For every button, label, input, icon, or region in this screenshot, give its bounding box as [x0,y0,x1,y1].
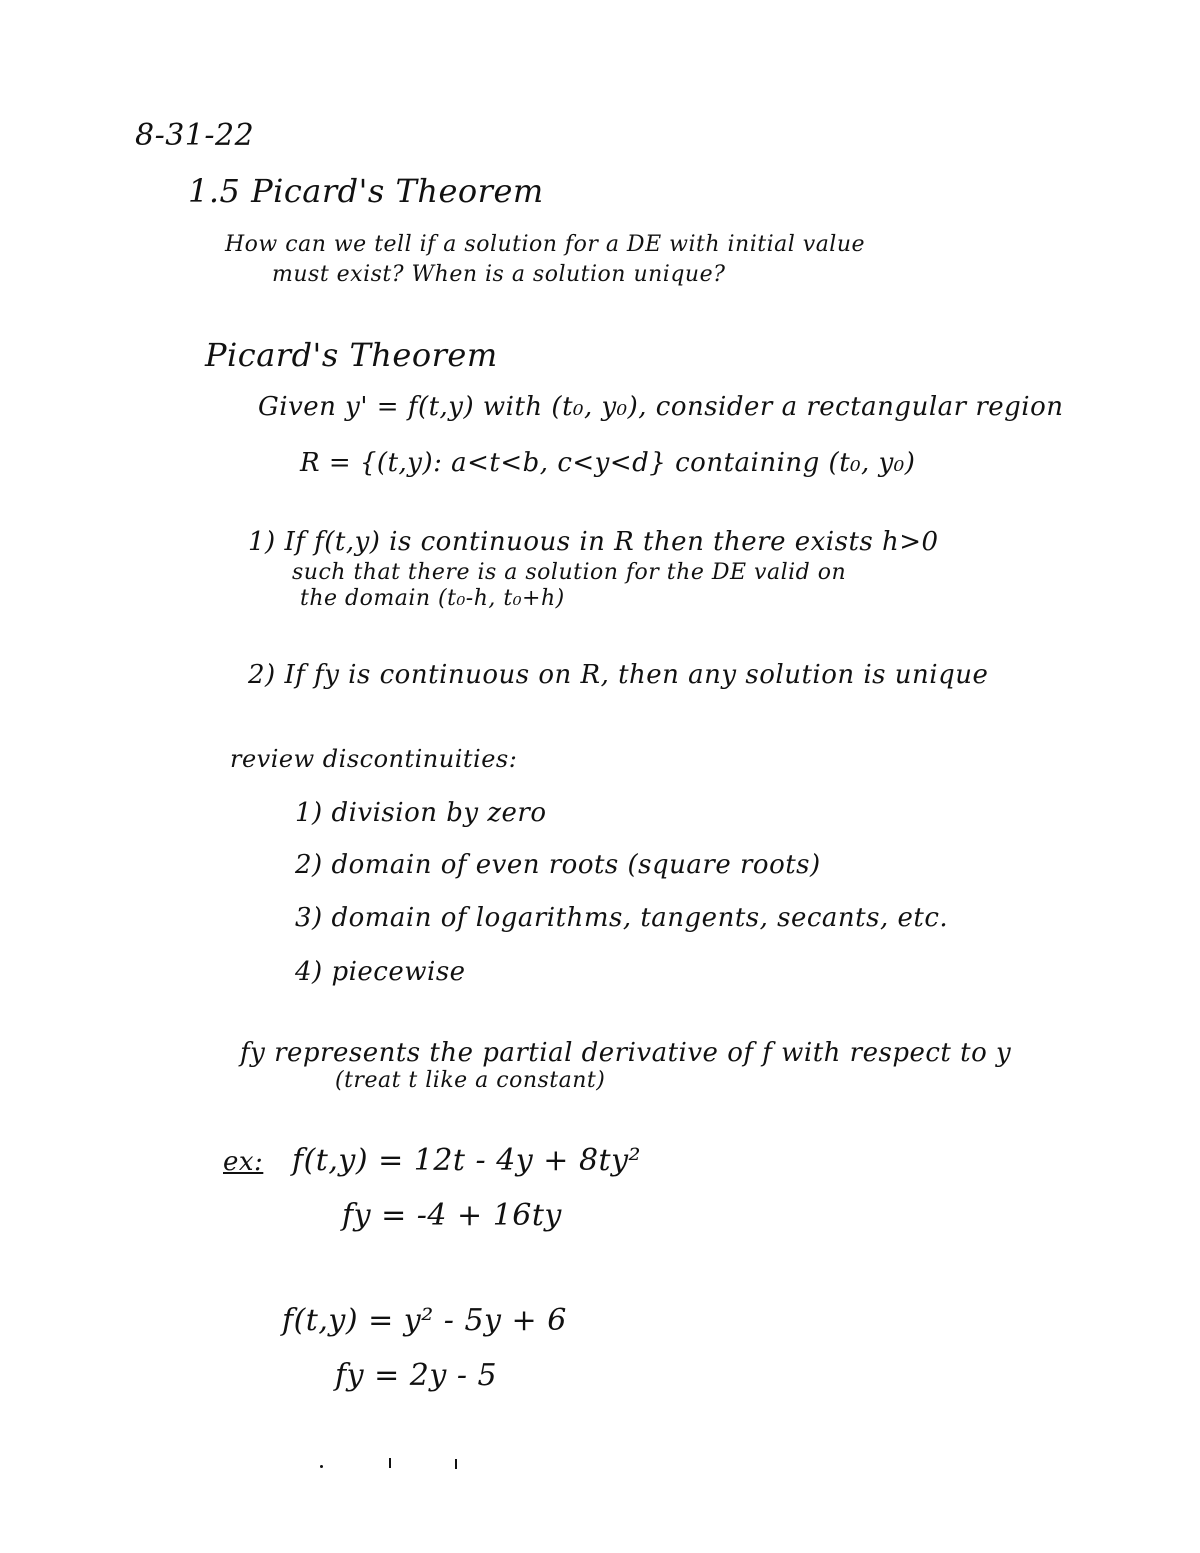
example-label: ex: [223,1147,264,1177]
condition-1-line-3: the domain (t₀-h, t₀+h) [300,586,565,611]
theorem-region: R = {(t,y): a<t<b, c<y<d} containing (t₀, y₀) [300,448,916,478]
question-line-2: must exist? When is a solution unique? [272,262,726,287]
example-2-function: f(t,y) = y² - 5y + 6 [282,1303,567,1338]
note-date: 8-31-22 [135,118,255,153]
fy-definition-line-1: fy represents the partial derivative of f with respect to y [240,1038,1012,1068]
question-line-1: How can we tell if a solution for a DE with initial value [225,232,866,257]
section-heading: 1.5 Picard's Theorem [188,172,544,210]
condition-1-line-2: such that there is a solution for the DE valid on [292,560,847,585]
fy-definition-line-2: (treat t like a constant) [335,1068,606,1093]
example-1-function: f(t,y) = 12t - 4y + 8ty² [292,1143,642,1178]
stray-tick-mark [455,1459,457,1469]
theorem-title: Picard's Theorem [205,336,498,374]
example-2-partial: fy = 2y - 5 [335,1358,498,1393]
review-heading: review discontinuities: [230,745,518,773]
example-1-partial: fy = -4 + 16ty [342,1198,562,1233]
review-item: 3) domain of logarithms, tangents, secants, etc. [295,903,949,933]
review-item: 4) piecewise [295,957,466,987]
review-item: 1) division by zero [295,798,547,828]
stray-dot-mark [320,1465,323,1468]
theorem-given: Given y' = f(t,y) with (t₀, y₀), consider a rectangular region [258,392,1064,422]
condition-1-line-1: 1) If f(t,y) is continuous in R then there exists h>0 [248,527,939,557]
stray-tick-mark [389,1458,391,1468]
review-item: 2) domain of even roots (square roots) [295,850,821,880]
condition-2: 2) If fy is continuous on R, then any solution is unique [248,660,989,690]
